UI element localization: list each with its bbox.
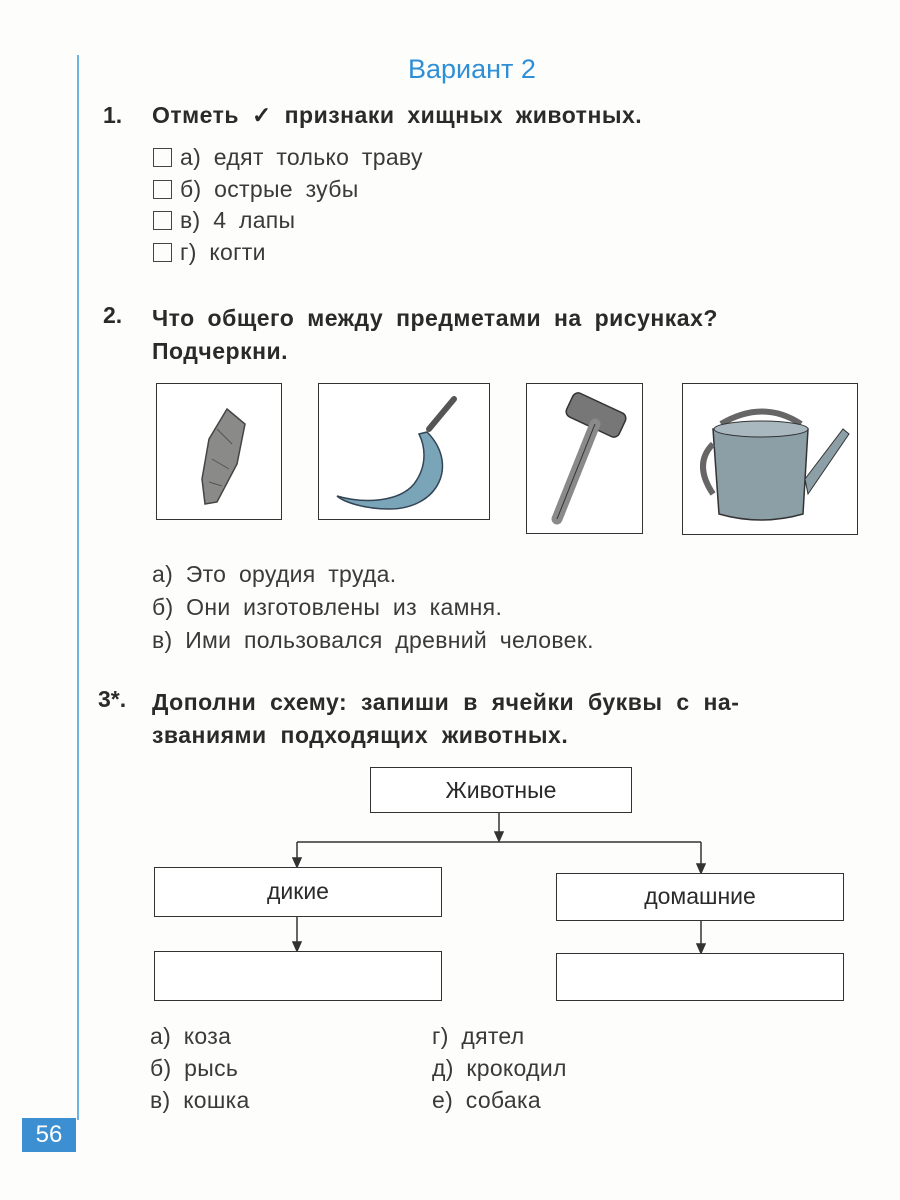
- q2-option[interactable]: в) Ими пользовался древний человек.: [152, 627, 594, 653]
- scheme-wild-box: дикие: [154, 867, 442, 917]
- q1-option[interactable]: б) острые зубы: [153, 174, 423, 206]
- q3-options-left: [150, 1020, 250, 1116]
- q2-number: 2.: [103, 302, 123, 328]
- q3-option: д) крокодил: [432, 1055, 567, 1081]
- q1-text-after: признаки хищных животных.: [284, 102, 643, 128]
- scheme-root-box: Животные: [370, 767, 632, 813]
- wild-answer-cell[interactable]: [154, 951, 442, 1001]
- q1-option[interactable]: г) когти: [153, 237, 423, 269]
- q1-option[interactable]: а) едят только траву: [153, 142, 423, 174]
- q2-option[interactable]: а) Это орудия труда.: [152, 561, 397, 587]
- q3-option: г) дятел: [432, 1023, 525, 1049]
- q3-option: б) рысь: [150, 1055, 239, 1081]
- scheme-domestic-box: домашние: [556, 873, 844, 921]
- domestic-answer-cell[interactable]: [556, 953, 844, 1001]
- q3-option: а) коза: [150, 1023, 232, 1049]
- q1-number: 1.: [103, 102, 123, 128]
- check-mark-icon: ✓: [251, 102, 272, 128]
- variant-title: Вариант 2: [408, 54, 536, 84]
- q2-option[interactable]: б) Они изготовлены из камня.: [152, 594, 503, 620]
- page-number: 56: [22, 1118, 76, 1152]
- q3-options-right: [432, 1020, 567, 1116]
- q3-option: в) кошка: [150, 1087, 250, 1113]
- q3-option: е) собака: [432, 1087, 541, 1113]
- q3-text: Дополни схему: запиши в ячейки буквы с на- званиями подходящих животных.: [152, 689, 740, 748]
- q1-text-before: Отметь: [152, 102, 240, 128]
- q1-option[interactable]: в) 4 лапы: [153, 205, 423, 237]
- q3-number: 3*.: [98, 686, 127, 712]
- q2-text: Что общего между предметами на рисунках? Подчеркни.: [152, 305, 718, 364]
